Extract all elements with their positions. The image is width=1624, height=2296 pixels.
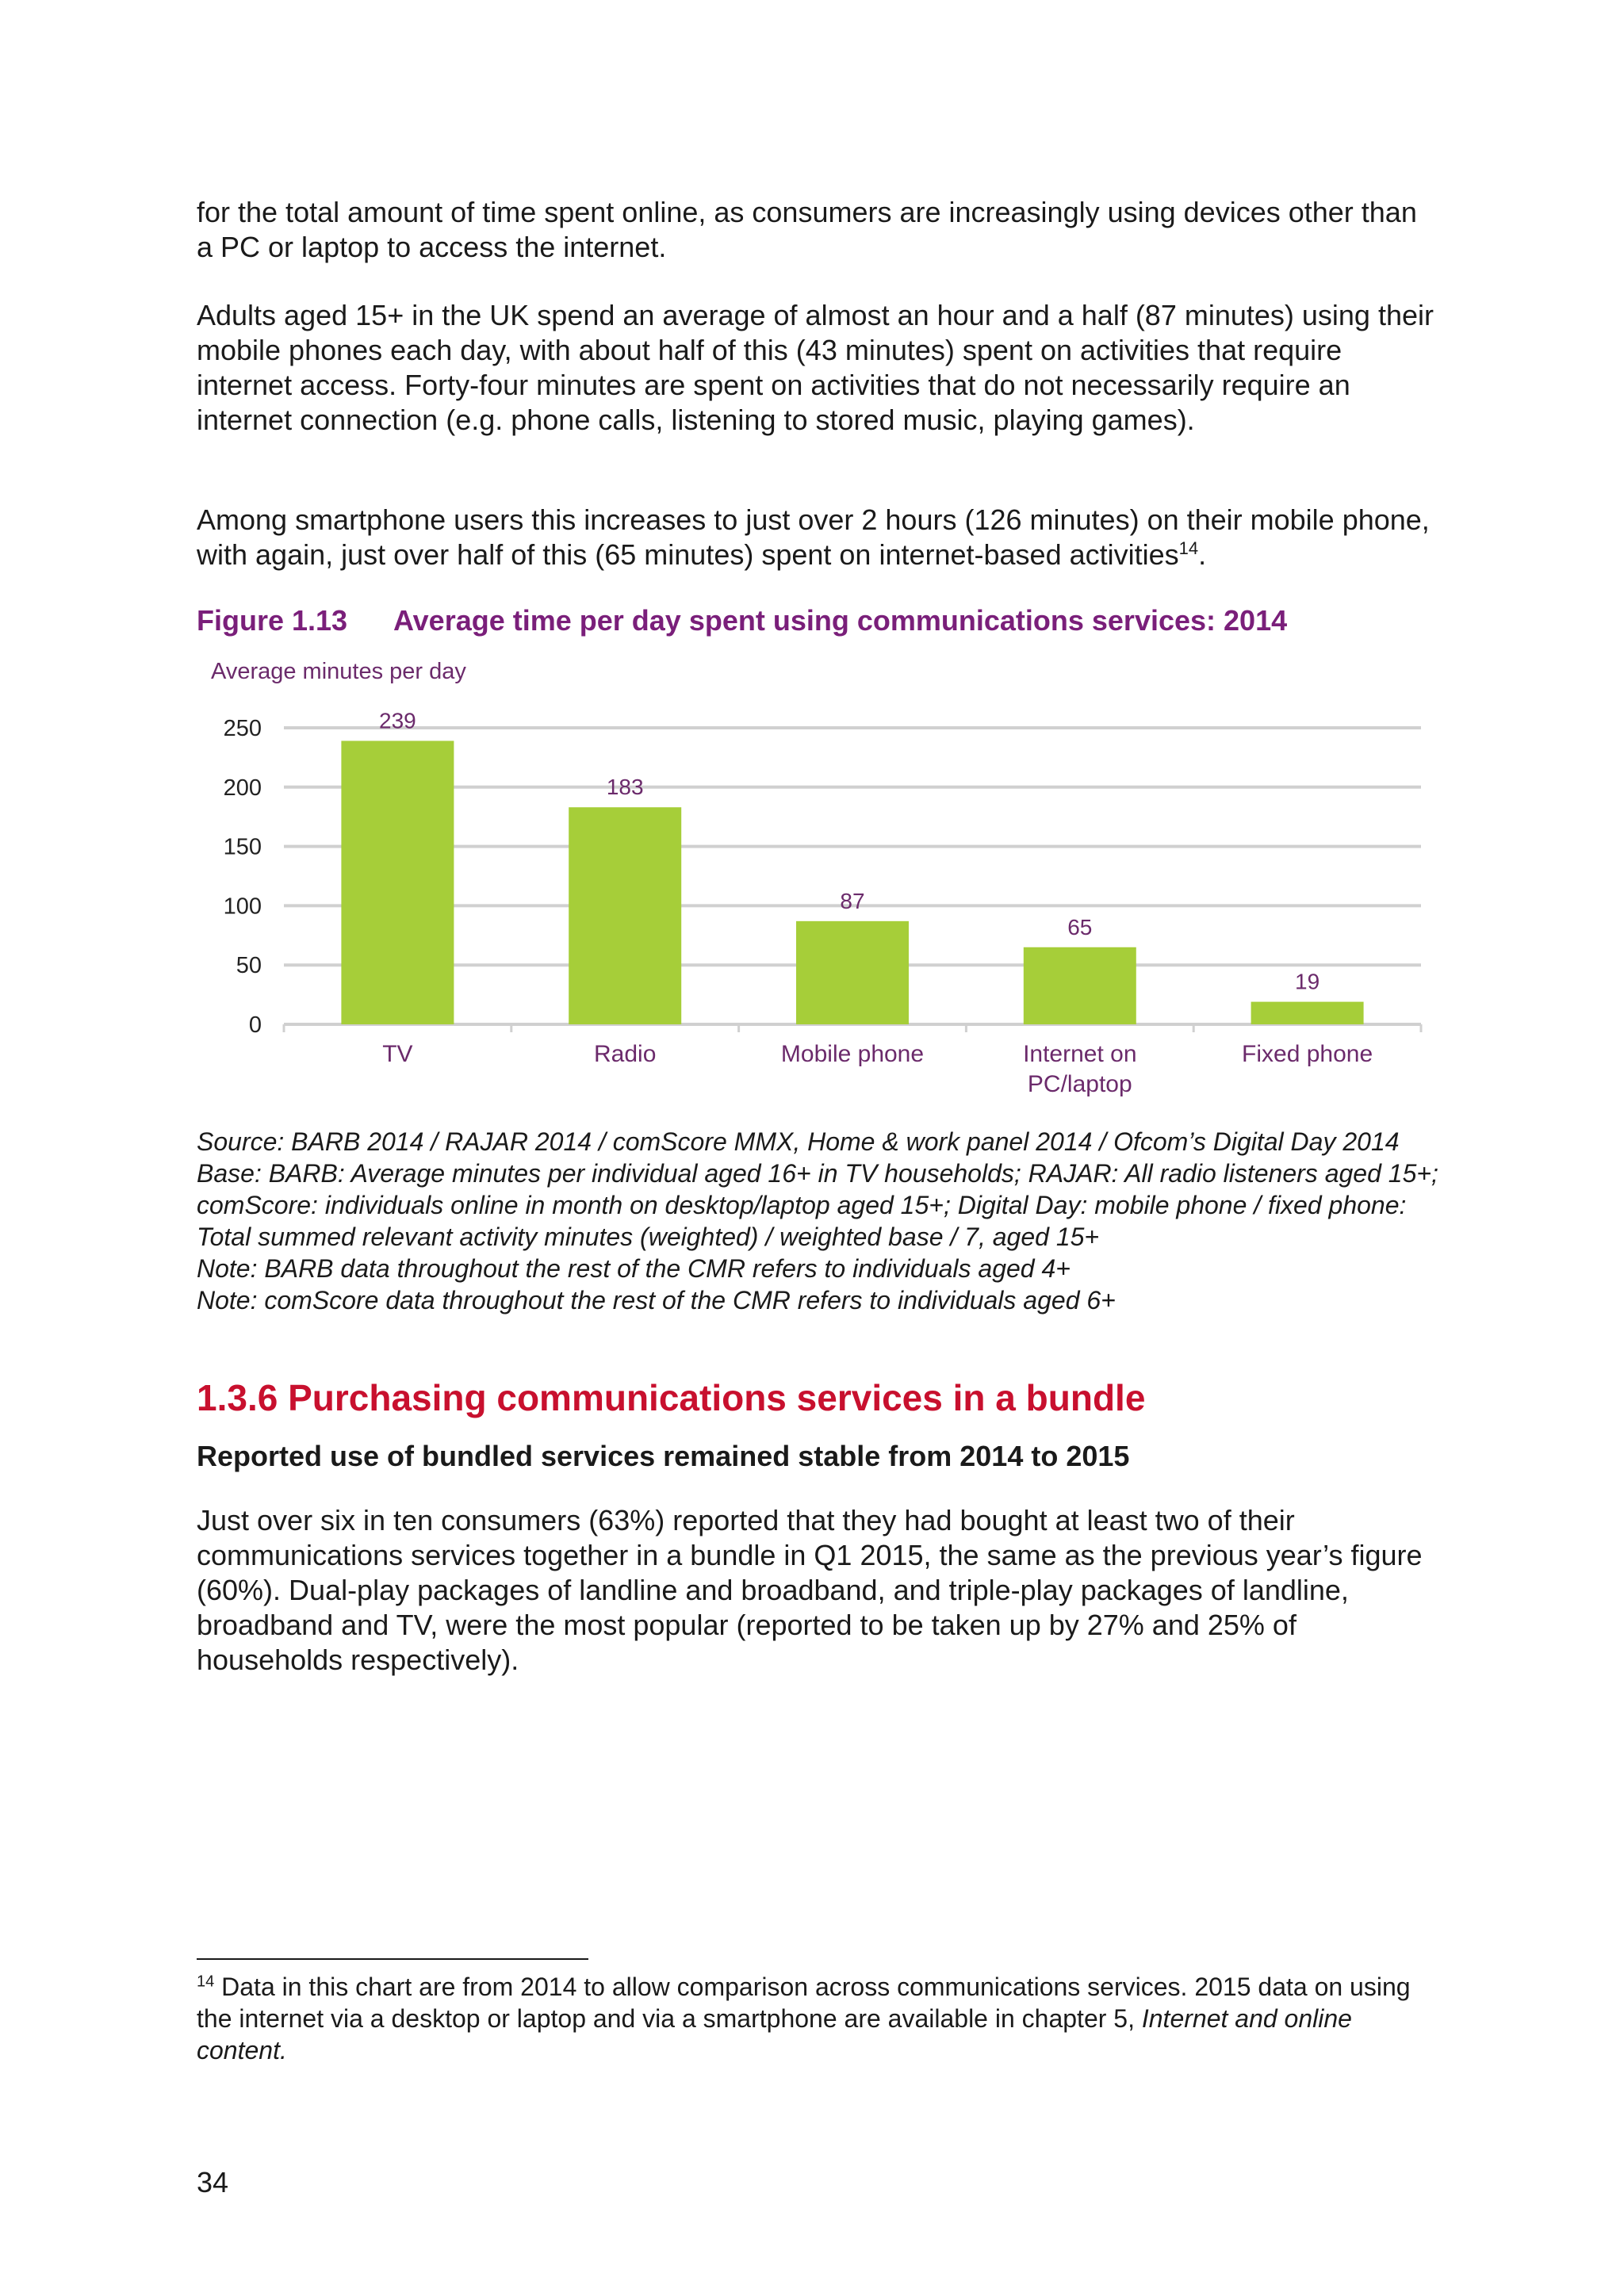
bar-fixed-phone — [1251, 1002, 1364, 1024]
paragraph-smartphone-end: . — [1198, 538, 1207, 571]
y-tick-label: 100 — [223, 894, 262, 920]
base-line: Base: BARB: Average minutes per individual aged 16+ in TV households; RAJAR: All radio listeners aged 15+; comScore: individuals online in month on desktop/laptop aged 15+; Digital Day: mobile phone / fixed phone: Total summed relevant activity minutes (weighted) / weighted base / 7, aged 15+ — [197, 1159, 1438, 1251]
paragraph-bundles: Just over six in ten consumers (63%) reported that they had bought at least two of their communications services together in a bundle in Q1 2015, the same as the previous year’s figure (60%). Dual-play packages of landline and broadband, and triple-play packages of landline, broadband and TV, were the most popular (reported to be taken up by 27% and 25% of households respectively). — [197, 1504, 1423, 1676]
bar-tv — [341, 740, 454, 1024]
footnote-marker: 14 — [197, 1973, 215, 1991]
bar-value-label: 65 — [1067, 914, 1093, 939]
footnote-text: Data in this chart are from 2014 to allow comparison across communications services. 2015 data on using the internet via a desktop or laptop and via a smartphone are available in chapter 5, — [197, 1973, 1411, 2033]
x-category-label: Mobile phone — [780, 1041, 925, 1067]
bar-radio — [569, 807, 681, 1024]
figure-title — [197, 604, 1287, 637]
chart-source-notes — [197, 1126, 1442, 1316]
bar-value-label: 87 — [840, 888, 865, 913]
paragraph-intro: for the total amount of time spent online, as consumers are increasingly using devices other than a PC or laptop to access the internet. — [197, 196, 1417, 263]
y-tick-label: 0 — [248, 1012, 262, 1038]
paragraph-smartphone-usage — [197, 503, 1434, 572]
footnote-divider — [197, 1958, 588, 1960]
y-tick-label: 200 — [223, 775, 262, 801]
y-axis-label: Average minutes per day — [211, 659, 466, 684]
source-line: Source: BARB 2014 / RAJAR 2014 / comScore MMX, Home & work panel 2014 / Ofcom’s Digital Day 2014 — [197, 1127, 1400, 1156]
x-category-label: Fixed phone — [1242, 1041, 1373, 1067]
bar-chart — [197, 650, 1434, 1126]
x-category-label: PC/laptop — [1027, 1071, 1132, 1097]
page-number: 34 — [197, 2166, 229, 2198]
section-heading: 1.3.6 Purchasing communications services in a bundle — [197, 1377, 1146, 1418]
bar-internet-on-pc-laptop — [1024, 947, 1136, 1024]
figure-number: Figure 1.13 — [197, 604, 348, 637]
figure-caption: Average time per day spent using communications services: 2014 — [393, 604, 1288, 637]
bar-value-label: 19 — [1295, 969, 1320, 994]
bar-chart-svg — [197, 650, 1434, 1126]
paragraph-smartphone-text: Among smartphone users this increases to just over 2 hours (126 minutes) on their mobile phone, with again, just over half of this (65 minutes) spent on internet-based activities — [197, 503, 1430, 571]
x-category-label: Internet on — [1023, 1041, 1137, 1067]
section-subheading: Reported use of bundled services remained stable from 2014 to 2015 — [197, 1440, 1130, 1472]
bar-value-label: 183 — [606, 775, 644, 800]
footnote-chapter-link[interactable]: Internet and online content. — [197, 2004, 1352, 2064]
footnote-reference[interactable]: 14 — [1178, 538, 1199, 558]
y-tick-label: 50 — [236, 953, 262, 979]
y-tick-label: 150 — [223, 834, 262, 860]
x-category-label: Radio — [594, 1041, 657, 1067]
x-category-label: TV — [382, 1041, 413, 1067]
y-tick-label: 250 — [223, 716, 262, 741]
bar-mobile-phone — [796, 921, 909, 1024]
footnote — [197, 1971, 1434, 2066]
paragraph-mobile-usage: Adults aged 15+ in the UK spend an average of almost an hour and a half (87 minutes) using their mobile phones each day, with about half of this (43 minutes) spent on activities that require internet access. Forty-four minutes are spent on activities that do not necessarily require an internet connection (e.g. phone calls, listening to stored music, playing games). — [197, 299, 1434, 436]
note-line-comscore: Note: comScore data throughout the rest of the CMR refers to individuals aged 6+ — [197, 1286, 1116, 1314]
note-line-barb: Note: BARB data throughout the rest of the CMR refers to individuals aged 4+ — [197, 1254, 1071, 1283]
bar-value-label: 239 — [379, 708, 416, 733]
